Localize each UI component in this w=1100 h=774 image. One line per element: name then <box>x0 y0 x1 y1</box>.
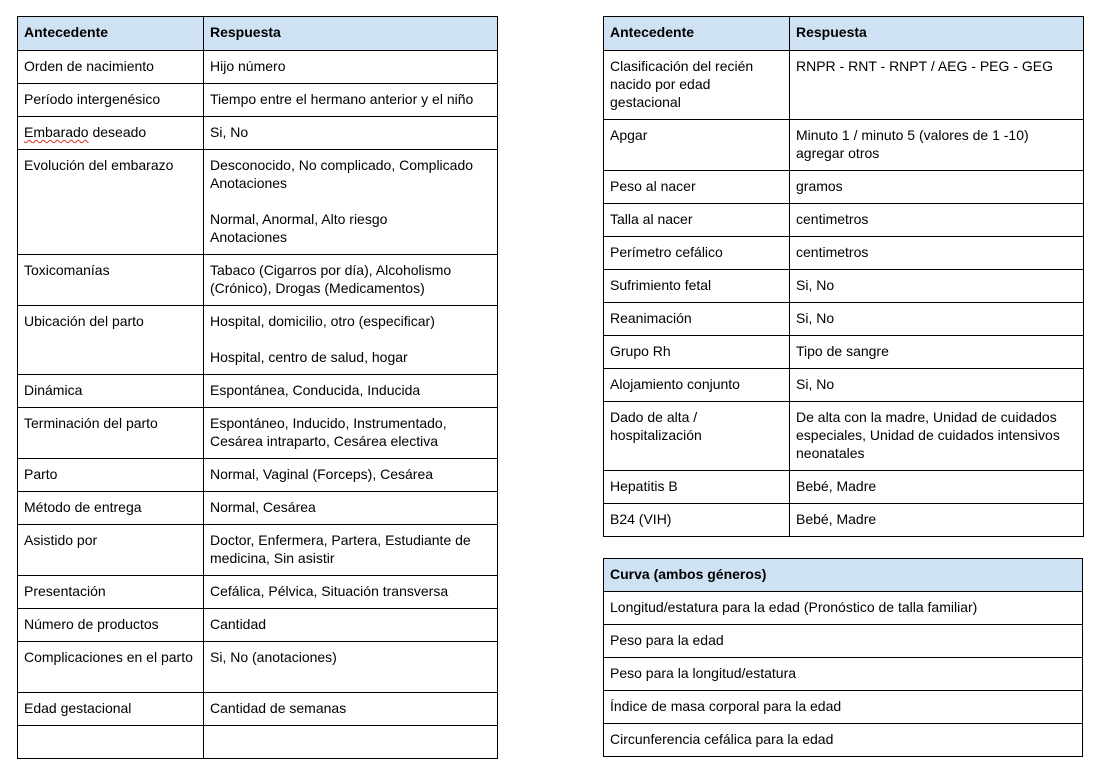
table-row <box>18 576 498 609</box>
table-row <box>18 459 498 492</box>
antecedente-text: Grupo Rh <box>610 343 671 359</box>
respuesta-cell <box>790 336 1084 369</box>
respuesta-cell <box>790 51 1084 120</box>
respuesta-line: Si, No <box>796 376 835 392</box>
respuesta-line: Tabaco (Cigarros por día), Alcoholismo <box>210 262 452 278</box>
respuesta-cell <box>204 150 498 255</box>
antecedente-text: Peso al nacer <box>610 178 696 194</box>
antecedente-cell <box>18 306 204 375</box>
antecedente-cell <box>604 204 790 237</box>
curva-cell <box>604 691 1083 724</box>
blank-line <box>210 192 491 210</box>
respuesta-line: Tipo de sangre <box>796 343 889 359</box>
antecedente-text: Dinámica <box>24 382 83 398</box>
antecedente-cell <box>18 375 204 408</box>
respuesta-line: neonatales <box>796 445 865 461</box>
antecedente-text: Número de productos <box>24 616 159 632</box>
respuesta-cell <box>790 504 1084 537</box>
antecedente-text: Hepatitis B <box>610 478 678 494</box>
table-row <box>604 303 1084 336</box>
antecedente-cell <box>604 336 790 369</box>
antecedentes-table-right <box>603 16 1084 537</box>
table-row <box>18 306 498 375</box>
respuesta-cell <box>790 303 1084 336</box>
antecedente-cell <box>18 459 204 492</box>
respuesta-line: Minuto 1 / minuto 5 (valores de 1 -10) <box>796 127 1029 143</box>
table-row <box>18 642 498 693</box>
table-row <box>604 204 1084 237</box>
antecedente-text: Dado de alta / hospitalización <box>610 409 702 443</box>
antecedente-text: Orden de nacimiento <box>24 58 154 74</box>
antecedente-text: Presentación <box>24 583 106 599</box>
table-row <box>604 724 1083 757</box>
blank-line <box>210 732 491 750</box>
table-row <box>18 255 498 306</box>
antecedente-text: Evolución del embarazo <box>24 157 174 173</box>
table-row <box>18 693 498 726</box>
table-row <box>604 171 1084 204</box>
respuesta-cell <box>204 642 498 693</box>
table-row <box>604 336 1084 369</box>
curva-cell <box>604 658 1083 691</box>
antecedente-text: Terminación del parto <box>24 415 158 431</box>
antecedente-cell <box>604 303 790 336</box>
respuesta-line: Normal, Vaginal (Forceps), Cesárea <box>210 466 434 482</box>
table-row <box>18 492 498 525</box>
antecedente-text: Complicaciones en el parto <box>24 649 193 665</box>
table-row <box>18 375 498 408</box>
respuesta-line: gramos <box>796 178 843 194</box>
table-row <box>604 270 1084 303</box>
antecedente-cell <box>604 471 790 504</box>
antecedente-text: Parto <box>24 466 58 482</box>
respuesta-line: Normal, Anormal, Alto riesgo <box>210 211 388 227</box>
respuesta-line: especiales, Unidad de cuidados intensivos <box>796 427 1060 443</box>
respuesta-line: (Crónico), Drogas (Medicamentos) <box>210 280 425 296</box>
curva-cell <box>604 625 1083 658</box>
respuesta-line: Tiempo entre el hermano anterior y el niño <box>210 91 474 107</box>
table-row <box>604 625 1083 658</box>
respuesta-line: Cantidad <box>210 616 267 632</box>
table-row <box>18 609 498 642</box>
respuesta-line: RNPR - RNT - RNPT / AEG - PEG - GEG <box>796 58 1053 74</box>
table-row <box>18 84 498 117</box>
respuesta-cell <box>790 204 1084 237</box>
table-row <box>18 117 498 150</box>
respuesta-cell <box>790 270 1084 303</box>
respuesta-line: Hospital, domicilio, otro (especificar) <box>210 313 435 329</box>
respuesta-line: Cesárea intraparto, Cesárea electiva <box>210 433 439 449</box>
antecedente-text: Embarado deseado <box>24 124 147 140</box>
curva-cell <box>604 724 1083 757</box>
antecedente-cell <box>604 120 790 171</box>
table-row <box>604 471 1084 504</box>
respuesta-cell <box>790 120 1084 171</box>
antecedente-text: Reanimación <box>610 310 692 326</box>
antecedente-cell <box>18 150 204 255</box>
antecedente-text: Toxicomanías <box>24 262 110 278</box>
header-curva: Curva (ambos géneros) <box>604 559 1083 592</box>
respuesta-cell <box>204 375 498 408</box>
table-row <box>604 120 1084 171</box>
antecedente-text: Alojamiento conjunto <box>610 376 740 392</box>
respuesta-line: Anotaciones <box>210 175 288 191</box>
respuesta-cell <box>204 306 498 375</box>
antecedente-cell <box>18 609 204 642</box>
antecedente-cell <box>18 525 204 576</box>
antecedente-cell <box>604 51 790 120</box>
respuesta-line: Hijo número <box>210 58 286 74</box>
antecedente-cell <box>604 270 790 303</box>
table-row <box>18 726 498 759</box>
antecedente-text: Sufrimiento fetal <box>610 277 712 293</box>
antecedente-cell <box>18 726 204 759</box>
antecedente-text: Ubicación del parto <box>24 313 144 329</box>
table-row <box>604 592 1083 625</box>
antecedente-cell <box>18 255 204 306</box>
respuesta-cell <box>790 471 1084 504</box>
table-header-row <box>18 17 498 51</box>
antecedente-cell <box>18 408 204 459</box>
respuesta-cell <box>790 237 1084 270</box>
antecedente-text: Período intergenésico <box>24 91 161 107</box>
respuesta-cell <box>204 609 498 642</box>
antecedente-cell <box>18 492 204 525</box>
respuesta-cell <box>790 402 1084 471</box>
respuesta-line: Espontánea, Conducida, Inducida <box>210 382 421 398</box>
table-row <box>604 51 1084 120</box>
antecedente-text: Apgar <box>610 127 648 143</box>
respuesta-line: centimetros <box>796 211 869 227</box>
table-row <box>604 402 1084 471</box>
respuesta-cell <box>204 255 498 306</box>
respuesta-line: Cantidad de semanas <box>210 700 347 716</box>
antecedente-cell <box>604 402 790 471</box>
spellcheck-underline: Embarado <box>24 124 89 140</box>
respuesta-line: Anotaciones <box>210 229 288 245</box>
header-respuesta: Respuesta <box>204 17 498 51</box>
respuesta-line: Bebé, Madre <box>796 511 877 527</box>
antecedente-text: Perímetro cefálico <box>610 244 723 260</box>
table-row <box>604 658 1083 691</box>
respuesta-line: De alta con la madre, Unidad de cuidados <box>796 409 1057 425</box>
respuesta-line: Si, No <box>210 124 249 140</box>
respuesta-cell <box>204 576 498 609</box>
blank-line <box>210 330 491 348</box>
curva-text: Peso para la edad <box>610 632 724 648</box>
respuesta-line: Hospital, centro de salud, hogar <box>210 349 408 365</box>
respuesta-cell <box>204 492 498 525</box>
respuesta-line: centimetros <box>796 244 869 260</box>
respuesta-line: Si, No (anotaciones) <box>210 649 337 665</box>
antecedente-cell <box>18 51 204 84</box>
respuesta-line: medicina, Sin asistir <box>210 550 335 566</box>
antecedente-text: Método de entrega <box>24 499 142 515</box>
respuesta-cell <box>204 693 498 726</box>
antecedente-text: Asistido por <box>24 532 98 548</box>
curva-text: Índice de masa corporal para la edad <box>610 698 842 714</box>
respuesta-cell <box>790 369 1084 402</box>
antecedente-text: Talla al nacer <box>610 211 693 227</box>
respuesta-cell <box>204 408 498 459</box>
antecedente-cell <box>18 117 204 150</box>
header-respuesta: Respuesta <box>790 17 1084 51</box>
table-header-row <box>604 17 1084 51</box>
curva-text: Peso para la longitud/estatura <box>610 665 797 681</box>
respuesta-cell <box>790 171 1084 204</box>
antecedente-text: Clasificación del recién nacido por edad gestacional <box>610 58 754 110</box>
table-row <box>604 237 1084 270</box>
antecedentes-table-left <box>17 16 498 759</box>
respuesta-line: Cefálica, Pélvica, Situación transversa <box>210 583 449 599</box>
respuesta-cell <box>204 525 498 576</box>
respuesta-line: Normal, Cesárea <box>210 499 316 515</box>
table-row <box>604 691 1083 724</box>
antecedente-cell <box>18 84 204 117</box>
antecedente-text: Edad gestacional <box>24 700 132 716</box>
respuesta-line: agregar otros <box>796 145 880 161</box>
table-row <box>18 408 498 459</box>
antecedente-cell <box>604 369 790 402</box>
respuesta-line: Si, No <box>796 310 835 326</box>
curva-text: Circunferencia cefálica para la edad <box>610 731 834 747</box>
header-antecedente: Antecedente <box>18 17 204 51</box>
table-row <box>18 525 498 576</box>
respuesta-line: Espontáneo, Inducido, Instrumentado, <box>210 415 447 431</box>
respuesta-line: Si, No <box>796 277 835 293</box>
respuesta-line: Bebé, Madre <box>796 478 877 494</box>
table-row <box>18 150 498 255</box>
curva-text: Longitud/estatura para la edad (Pronóstico de talla familiar) <box>610 599 978 615</box>
antecedente-text: B24 (VIH) <box>610 511 672 527</box>
antecedente-cell <box>18 642 204 693</box>
table-row <box>604 504 1084 537</box>
antecedente-cell <box>18 576 204 609</box>
antecedente-cell <box>604 171 790 204</box>
antecedente-cell <box>604 237 790 270</box>
table-row <box>18 51 498 84</box>
respuesta-cell <box>204 84 498 117</box>
table-header-row <box>604 559 1083 592</box>
header-antecedente: Antecedente <box>604 17 790 51</box>
respuesta-cell <box>204 117 498 150</box>
respuesta-line: Desconocido, No complicado, Complicado <box>210 157 474 173</box>
respuesta-line: Doctor, Enfermera, Partera, Estudiante de <box>210 532 471 548</box>
respuesta-cell <box>204 726 498 759</box>
respuesta-cell <box>204 51 498 84</box>
curva-cell <box>604 592 1083 625</box>
respuesta-cell <box>204 459 498 492</box>
curva-table <box>603 558 1083 757</box>
table-row <box>604 369 1084 402</box>
antecedente-cell <box>18 693 204 726</box>
antecedente-cell <box>604 504 790 537</box>
